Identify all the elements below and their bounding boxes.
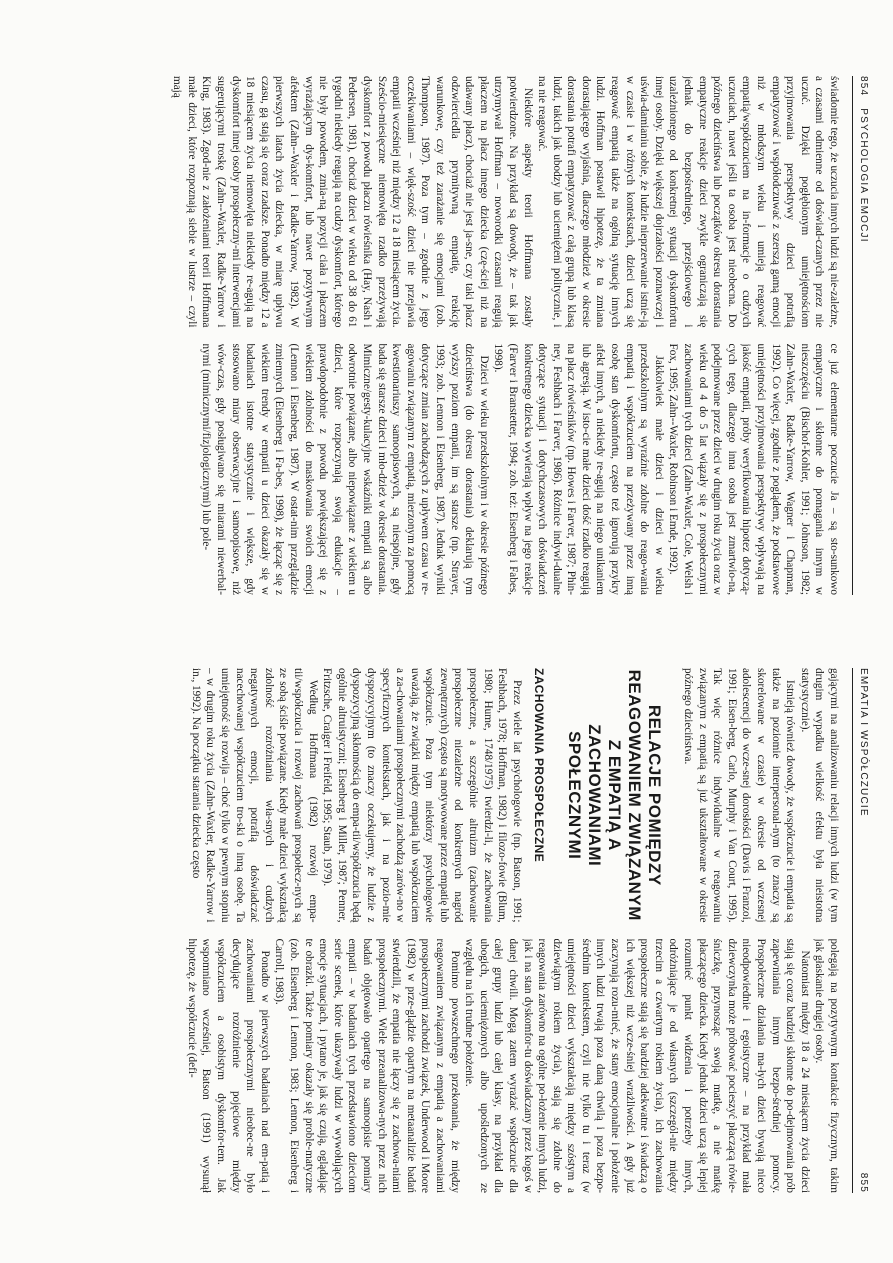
paragraph: Dzieci w wieku przedszkolnym i w okresie późnego dzieciństwa (do okresu dorastania) deklarują tym wyższy poziom empatii, im są starsze (np. Strayer, 1993; zob. Lennon i Eisenberg, 1987). Jednak wyniki dotyczące zmian zachodzących z upływem czasu w re-agowaniu związanym z empatią, mierzonym za pomocą kwestionariuszy samoopisowych, są niespójne, gdy bada się starsze dzieci i mło-dzież w okresie dorastania. Mimiczne/gesty-kulacyjne wskaźniki empatii są albo odwrotnie powiązane, albo niepowiązane z wiekiem u dzieci, które rozpoczynają swoją edukacje – prawdopodobnie z powodu powiększającej się z wiekiem zdolności do maskowania swoich emocji (Lennon i Eisenberg, 1987). W ostat-nim przeglądzie zmiennych (Eisenberg i Fa-bes, 1998), że łącząc się z wiekiem trendy w empatii u dzieci okazały się w badaniach istotne statystycznie i większe, gdy stosowano miary obserwacyjne i samoopisowe, niż wów-czas, gdy posługiwano się miarami niewerbal-nymi (mimicznymi/fizjologicznymi) lub pole-	[200, 343, 490, 595]
paragraph: Istnieją również dowody, że współczucie i empatia są także na poziomie interpersonal-nym (to znaczy są skorelowane w czasie) w okresie od wczesnej adolescencji do wcze-snej dorosłości (Davis i Franzoi, 1991; Eisen-berg, Carlo, Murphy i Van Court, 1995). Tak więc różnice indywidualne w reagowaniu związanym z empatią są już ukształtowane w okresie późnego dzieciństwa.	[682, 668, 797, 923]
paragraph: ce już elementarne poczucie Ja – są sto-sunkowo empatyczne i skłonne do pomagania innym w nieszczęściu (Bischof-Kohler, 1991; Johnson, 1982; Zahn-Waxler, Radke-Yarrow, Wagner i Chapman, 1992). Co więcej, zgodnie z poglądem, że podstawowe umiejętności przyjmowania perspektywy wpływają na jakość empatii, próby weryfikowania hipotez dotyczą-cych tego, dlaczego inna osoba jest zmartwio-na, podejmowane przez dzieci w drugim roku życia oraz w wieku od 4 do 5 lat wiązały się z prospołecznymi zachowaniami tych dzieci (Zahn-Waxler, Cole, Welsh i Fox, 1995; Zahn--Waxler, Robinson i Emde, 1992).	[667, 343, 840, 595]
paragraph: gającymi na analizowaniu relacji innych ludzi (w tym drugim wypadku wielkość efektu była nieistotna statystycznie).	[798, 668, 840, 923]
paragraph: Według Hoffmana (1982) rozwój empa-tii/współczucia i rozwój zachowań prospołecz-nych są ze sobą ściśle powiązane. Kiedy małe dzieci wykształcą zdolność rozróżniania wła-snych i cudzych negatywnych emocji, potrafią doświadczać nacechowanej współczuciem tro-ski o inną osobę. Ta umiejętność się rozwija – choć tylko w pewnym stopniu – w drugim roku życia (Zahn-Waxler, Radke-Yarrow i in., 1992). Na początku starania dziecka często	[189, 668, 319, 923]
page-number: 854	[858, 76, 869, 97]
text-columns	[50, 668, 841, 1193]
paragraph: Jakkolwiek małe dzieci i dzieci w wieku przedszkolnym są wyraźnie zdolne do reago-wania empatią i współczuciem na przeżywany przez inną osobę stan dyskomfortu, często też ignorują przykry afekt innych, a niekiedy re-agują na niego unikaniem lub agresją. W isto-cie małe dzieci dość rzadko reagują na płacz rówieśników (np. Howes i Farver, 1987; Phin-ney, Feshbach i Farver, 1986). Różnice indywi-dualne dotyczące sytuacji i dotychczasowych doświadczeń konkretnego dziecka wywierają wpływ na jego reakcje (Farver i Branstetter, 1994; zob. też: Eisenberg i Fabes, 1998).	[492, 343, 665, 595]
left-page	[0, 0, 893, 631]
paragraph: świadomie tego, że uczucia innych ludzi są nie-zależne, a czasami odmienne od doświad-czanych przez nie uczuć. Dzięki pogłębionym umiejętnościom przyjmowania perspektywy dzieci potrafią empatyzować i współodczuwać z szerszą gamą emocji niż w młodszym wieku i umieją reagować empatią/współczuciem na in-formacje o cudzych uczuciach, nawet jeśli ta osoba jest nieobecna. Do późnego dzieciństwa lub początków okresu dorastania empatyczne reakcje dzieci zwykle ograniczają się jednak do bezpośredniego, przejściowego i uzależnionego od konkretnej sytuacji dyskomfortu innej osoby. Dzięki większej dojrzałości poznawczej i uświa-damianiu sobie, że ludzie nieprzerwanie istnie-ją w czasie i w różnych kontekstach, dzieci uczą się reagować empatią także na ogólną sytuację innych ludzi. Hoffman postawił hipotezę, że ta zmiana dorastającego wyjaśnia, dlaczego młodzież w okresie dorastania potrafi empatyzować z całą grupą lub klasą ludzi, takich jak ubodzy lub uciemiężeni politycznie, i na nie reagować.	[536, 76, 840, 328]
running-header-right	[852, 668, 869, 1193]
right-page	[0, 632, 893, 1263]
chapter-title: RELACJE POMIĘDZY REAGOWANIEM ZWIĄZANYM Z EMPATIĄ A ZACHOWANIAMI SPOŁECZNYMI	[565, 669, 665, 921]
running-title: EMPATIA I WSPÓŁCZUCIE	[858, 668, 869, 817]
column-1	[50, 76, 841, 328]
paragraph: polegają na pozytywnym kontakcie fizycznym, takim jak głaskanie drugiej osoby.	[813, 938, 840, 1193]
paragraph: Przez wiele lat psychologowie (np. Batson, 1991; Feshbach, 1978; Hoffman, 1982) i filozo-fowie (Blum, 1980; Hume, 1748/1975) twierdzi-li, że zachowania prospołeczne, a szczególnie altruizm (zachowanie prospołeczne niezależne od konkretnych nagród zewnętrznych) często są motywowane przez empatię lub współczucie. Poza tym niektórzy psychologowie uważają, że związki między empatią lub współczuciem a za-chowaniami prospołecznymi zachodzą zarów-no w specyficznych kontekstach, jak i na pozio-mie dyspozycyjnym (to znaczy oczekujemy, że ludzie z dyspozycyjną skłonnością do empa-tii/współczucia będą ogólnie altruistyczni; Eisenberg i Miller, 1987; Penner, Fritzsche, Craiger i Freifeld, 1995; Staub, 1979).	[321, 668, 523, 923]
running-header-left	[852, 76, 869, 595]
section-title: ZACHOWANIA PROSPOŁECZNE	[532, 668, 547, 863]
column-1	[50, 668, 841, 923]
column-2	[50, 344, 841, 596]
column-2	[50, 939, 841, 1194]
text-columns	[50, 76, 841, 595]
running-title: PSYCHOLOGIA EMOCJI	[858, 108, 869, 243]
paragraph: Niektóre aspekty teorii Hoffmana zostały potwierdzone. Na przykład są dowody, że – tak jak utrzymywał Hoffman – noworodki czasami reagują płaczem na płacz innego dziecka (czę-ściej niż na udawany płacz), chociaż nie jest ja-sne, czy taki płacz odzwierciedla prymitywną empatię, reakcję warunkowe, czy też zarażanie się emocjami (zob. Thompson, 1987). Poza tym – zgodnie z jego oczekiwaniami – więk-szość dzieci nie przejawia empatii wcześniej niż między 12 a 18 miesiącem życia. Sześcio-miesięczne niemowlęta rzadko przeżywają dyskomfort z powodu płaczu rówieśnika (Hay, Nash i Pedersen, 1981), chociaż dzieci w wieku od 38 do 61 tygodni niekiedy reagują na cudzy dyskomfort, którego nie były powodem, zmia-ną pozycji ciała i płaczem wyrażającym dys-komfort, lub nawet pozytywnym afektem (Zahn--Waxler i Radke-Yarrow, 1982). W pierwszych latach życia dziecka, w miarę upływu czasu, gą stają się coraz rzadsze. Ponadto między 12 a 18 miesiącem życia niemowlęta niekiedy re-agują na dyskomfort innej osoby prospołeczny-mi interwencjami sugerującymi troskę (Zahn--Waxler, Radke-Yarrow i King, 1983). Zgod-nie z założeniami teorii Hoffmana małe dzieci, które rozpoznają siebie w lustrze – czyli mają	[171, 76, 534, 328]
paragraph: Natomiast między 18 a 24 miesiącem życia dzieci stają się coraz bardziej skłonne do po-dejmowania prób zapewniania innym bezpo-średniej pomocy. Prospołeczne działania ma-łych dzieci bywają nieco nieodpowiednie i egoistyczne – na przykład mała dziewczynka może próbować pocieszyć płaczącą rówie-śniczkę, przynosząc swoją matkę, a nie matkę płaczącego dziecka. Kiedy jednak dzieci uczą się lepiej rozumieć punkt widzenia i potrzeby innych, odróżniające je od własnych (szczegól-nie między trzecim a czwartym rokiem życia), ich zachowania prospołeczne stają się bardziej adekwatne i świadczą o ich większej niż wcze-śniej wrażliwości. A gdy już zaczynają rozu-mieć, że stany emocjonalne i położenie innych ludzi trwają poza daną chwilą i poza bezpo-średnim kontekstem, czyli nie tylko tu i teraz (w umiejętności dzieci wykształcają między szóstym a dziewiątym rokiem życia), stają się zdolne do reagowania zarówno na ogólne po-łożenie innych ludzi, jak i na stan dyskomfor-tu doświadczany przez kogoś w danej chwili. Mogą zatem wyrażać współczucie dla całej grupy ludzi lub całej klasy, na przykład dla ubogich, uciemiężonych albo upośledzonych ze względu na ich trudne położenie.	[463, 938, 811, 1193]
paragraph: Pomimo powszechnego przekonania, że między reagowaniem związanym z empatią a zachowaniami prospołecznymi zachodzi związek, Underwood i Moore (1982) w prze-glądzie opartym na metaanalizie badań stwierdzili, że empatia nie łączy się z zachowa-niami prospołecznymi. Wiele przeanalizowa-nych przez nich badań objętowało opartego na samoopisie pomiary empatii – w badaniach tych przedstawiono dzieciom serie scenek, które ukazywały ludzi w wywołujących emocje sytuacjach, i pytano je, jak się czują, oglądając te obrazki. Także pomiary okazały się proble-matyczne (zob. Eisenberg i Lennon, 1983; Lennon, Eisenberg i Carroll, 1983).	[273, 938, 461, 1193]
page-number: 855	[858, 1172, 869, 1193]
paragraph: Ponadto w pierwszych badaniach nad em-patią i zachowaniami prospołecznymi nieobec-ne było decydujące rozróżnienie pojęciowe między współczuciem a osobistym dyskomfor-tem. Jak wspomniano wcześniej, Batson (1991) wysunął hipotezę, że współczucie (defi-	[185, 938, 271, 1193]
